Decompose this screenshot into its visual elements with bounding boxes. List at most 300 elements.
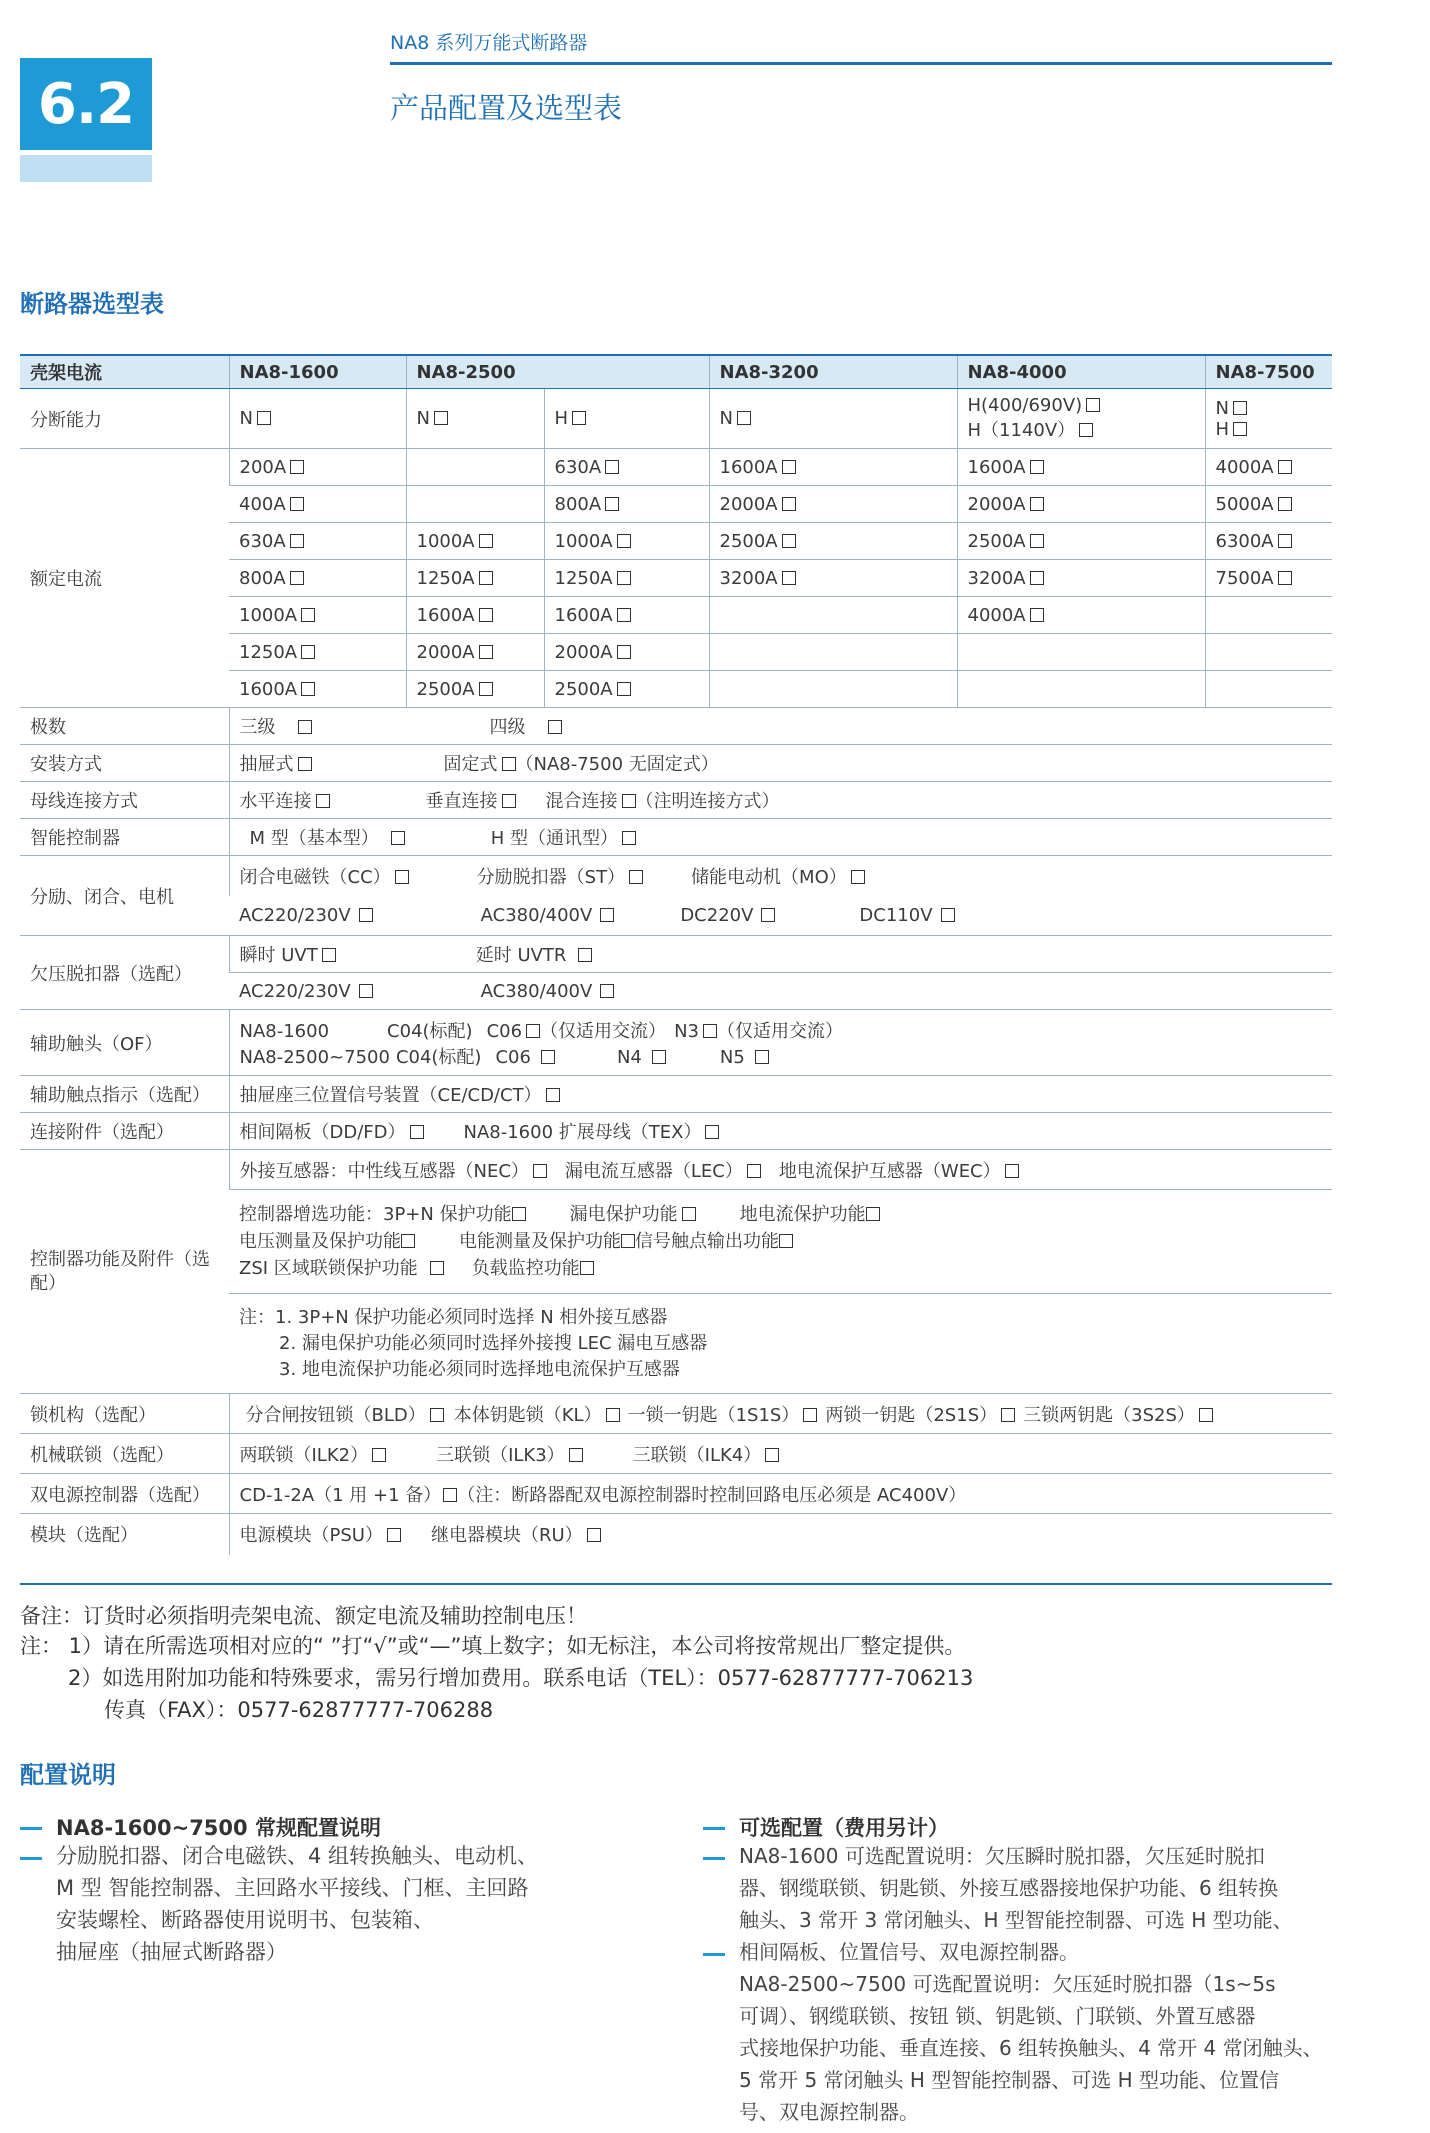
row-label: 连接附件（选配） xyxy=(20,1113,229,1150)
cell-empty xyxy=(709,597,957,634)
cell xyxy=(709,486,957,523)
header-na8-3200: NA8-3200 xyxy=(709,355,957,389)
checkbox[interactable] xyxy=(1030,608,1044,622)
cell xyxy=(229,856,1332,896)
checkbox[interactable] xyxy=(298,720,312,734)
table-row-dual-power xyxy=(20,1474,1332,1514)
cell xyxy=(229,560,406,597)
option-label: 200A xyxy=(239,456,287,478)
config-right-body xyxy=(739,1840,1323,2128)
checkbox[interactable] xyxy=(316,794,330,808)
checkbox[interactable] xyxy=(782,497,796,511)
header-rule xyxy=(390,62,1332,65)
cell-empty xyxy=(1205,597,1332,634)
cell-empty xyxy=(406,486,544,523)
option-label: 三锁两钥匙（3S2S） xyxy=(1023,1404,1195,1426)
checkbox[interactable] xyxy=(526,1024,540,1038)
option-label: 7500A xyxy=(1215,567,1274,589)
option-label: C04(标配) xyxy=(387,1020,473,1042)
table-row-rated xyxy=(20,449,1332,486)
checkbox[interactable] xyxy=(851,870,865,884)
option-label: 5000A xyxy=(1215,493,1274,515)
table-row-ctrlfn-ext xyxy=(20,1150,1332,1190)
checkbox[interactable] xyxy=(290,497,304,511)
option-label: 1000A xyxy=(416,530,475,552)
cell xyxy=(229,1294,1332,1394)
cell xyxy=(709,523,957,560)
option-label: 2500A xyxy=(554,678,613,700)
checkbox[interactable] xyxy=(652,1050,666,1064)
config-left-line: 抽屉座（抽屉式断路器） xyxy=(56,1940,287,1964)
checkbox[interactable] xyxy=(1278,460,1292,474)
option-label: 两锁一钥匙（2S1S） xyxy=(825,1404,998,1426)
cell-empty xyxy=(957,634,1205,671)
option-label: 630A xyxy=(554,456,602,478)
cell xyxy=(229,1514,1332,1555)
header-na8-1600: NA8-1600 xyxy=(229,355,406,389)
checkbox[interactable] xyxy=(301,608,315,622)
table-row-controller xyxy=(20,819,1332,856)
checkbox[interactable] xyxy=(761,908,775,922)
checkbox[interactable] xyxy=(512,1207,526,1221)
config-right-line: 式接地保护功能、垂直连接、6 组转换触头、4 常开 4 常闭触头、 xyxy=(739,2036,1323,2060)
option-label: 6300A xyxy=(1215,530,1274,552)
option-label: N xyxy=(416,408,430,429)
option-label: AC220/230V xyxy=(239,904,351,926)
checkbox[interactable] xyxy=(1030,460,1044,474)
row-label: 安装方式 xyxy=(20,745,229,782)
option-label: 延时 UVTR xyxy=(475,945,567,966)
checkbox[interactable] xyxy=(1005,1164,1019,1178)
checkbox[interactable] xyxy=(301,645,315,659)
table-row-connection xyxy=(20,1113,1332,1150)
row-label: 母线连接方式 xyxy=(20,782,229,819)
bullet-dash xyxy=(703,1827,725,1830)
option-label: AC220/230V xyxy=(239,980,351,1002)
checkbox[interactable] xyxy=(621,1234,635,1248)
option-label: N xyxy=(1215,397,1229,419)
cell xyxy=(406,634,544,671)
checkbox[interactable] xyxy=(359,984,373,998)
checkbox[interactable] xyxy=(622,831,636,845)
row-label: 欠压脱扣器（选配） xyxy=(20,936,229,1010)
cell xyxy=(229,523,406,560)
cell xyxy=(229,1434,1332,1474)
option-label: 800A xyxy=(239,567,286,589)
note-fax: 传真（FAX）：0577-62877777-706288 xyxy=(104,1698,494,1722)
checkbox[interactable] xyxy=(578,948,592,962)
checkbox[interactable] xyxy=(322,948,336,962)
option-label: H(400/690V) xyxy=(967,395,1083,416)
option-label: 1600A xyxy=(719,456,778,478)
checkbox[interactable] xyxy=(755,1050,769,1064)
header-na8-7500: NA8-7500 xyxy=(1205,355,1332,389)
checkbox[interactable] xyxy=(430,1408,444,1422)
checkbox[interactable] xyxy=(606,1408,620,1422)
row-label: 分励、闭合、电机 xyxy=(20,856,229,936)
checkbox[interactable] xyxy=(705,1125,719,1139)
option-label: H（1140V） xyxy=(967,420,1076,441)
option-label: 外接互感器：中性线互感器（NEC） xyxy=(239,1160,529,1182)
header-na8-4000: NA8-4000 xyxy=(957,355,1205,389)
option-label: 1000A xyxy=(239,604,298,626)
row-label: 极数 xyxy=(20,708,229,745)
cell xyxy=(957,523,1205,560)
option-label: 本体钥匙锁（KL） xyxy=(453,1404,602,1426)
fn-note-3: 3. 地电流保护功能必须同时选择地电流保护互感器 xyxy=(279,1358,680,1380)
cell xyxy=(229,973,1332,1010)
config-left-body xyxy=(56,1840,538,1968)
cell xyxy=(544,449,709,486)
checkbox[interactable] xyxy=(479,534,493,548)
checkbox[interactable] xyxy=(290,460,304,474)
option-note: （注明连接方式） xyxy=(635,791,780,812)
cell xyxy=(229,597,406,634)
config-left-line: M 型 智能控制器、主回路水平接线、门框、主回路 xyxy=(56,1876,529,1900)
config-left-line: 安装螺栓、断路器使用说明书、包装箱、 xyxy=(56,1908,434,1932)
cell xyxy=(957,560,1205,597)
fn-note-2: 2. 漏电保护功能必须同时选择外接搜 LEC 漏电互感器 xyxy=(279,1332,708,1354)
checkbox[interactable] xyxy=(395,870,409,884)
checkbox[interactable] xyxy=(298,757,312,771)
option-label: 继电器模块（RU） xyxy=(430,1525,583,1547)
checkbox[interactable] xyxy=(600,908,614,922)
option-label: 1600A xyxy=(554,604,613,626)
option-label: 2000A xyxy=(719,493,778,515)
config-right-line: 5 常开 5 常闭触头 H 型智能控制器、可选 H 型功能、位置信 xyxy=(739,2068,1280,2092)
checkbox[interactable] xyxy=(1030,571,1044,585)
checkbox[interactable] xyxy=(765,1448,779,1462)
option-label: 一锁一钥匙（1S1S） xyxy=(627,1404,800,1426)
checkbox[interactable] xyxy=(1233,401,1247,415)
checkbox[interactable] xyxy=(1079,423,1093,437)
option-label: 1250A xyxy=(554,567,613,589)
checkbox[interactable] xyxy=(941,908,955,922)
cell xyxy=(229,1150,1332,1190)
option-label: 两联锁（ILK2） xyxy=(239,1444,369,1466)
option-label: AC380/400V xyxy=(480,980,593,1002)
checkbox[interactable] xyxy=(387,1528,401,1542)
checkbox[interactable] xyxy=(1278,571,1292,585)
checkbox[interactable] xyxy=(782,571,796,585)
checkbox[interactable] xyxy=(572,411,586,425)
cell xyxy=(229,936,1332,973)
checkbox[interactable] xyxy=(479,682,493,696)
option-label: 400A xyxy=(239,493,286,515)
checkbox[interactable] xyxy=(629,870,643,884)
option-label: 1600A xyxy=(239,678,298,700)
checkbox[interactable] xyxy=(479,571,493,585)
option-label: 3200A xyxy=(719,567,778,589)
table-header-row xyxy=(20,355,1332,389)
option-label: NA8-2500~7500 xyxy=(239,1046,390,1068)
cell xyxy=(229,1474,1332,1514)
checkbox[interactable] xyxy=(1278,534,1292,548)
checkbox[interactable] xyxy=(782,460,796,474)
aux-line-2 xyxy=(240,1043,1323,1069)
option-label: C04(标配) xyxy=(395,1046,482,1068)
table-row-aux-indicator xyxy=(20,1076,1332,1113)
checkbox[interactable] xyxy=(257,411,271,425)
checkbox[interactable] xyxy=(430,1261,444,1275)
cell xyxy=(229,708,1332,745)
checkbox[interactable] xyxy=(605,460,619,474)
checkbox[interactable] xyxy=(747,1164,761,1178)
checkbox[interactable] xyxy=(587,1528,601,1542)
row-label: 智能控制器 xyxy=(20,819,229,856)
checkbox[interactable] xyxy=(410,1125,424,1139)
option-label: 电源模块（PSU） xyxy=(239,1525,383,1547)
option-label: 2500A xyxy=(967,530,1026,552)
cell xyxy=(709,560,957,597)
section-badge xyxy=(20,58,152,182)
cell xyxy=(709,449,957,486)
checkbox[interactable] xyxy=(682,1207,696,1221)
cell-empty xyxy=(406,449,544,486)
table-row-breaking xyxy=(20,389,1332,449)
option-label: 地电流保护功能 xyxy=(739,1204,866,1225)
option-label: N xyxy=(719,408,733,429)
row-label: 辅助触头（OF） xyxy=(20,1010,229,1076)
option-label: 三联锁（ILK3） xyxy=(436,1444,565,1466)
option-label: H xyxy=(1215,418,1230,440)
option-label: DC220V xyxy=(680,904,754,926)
cell xyxy=(957,449,1205,486)
cell xyxy=(1205,560,1332,597)
checkbox[interactable] xyxy=(600,984,614,998)
bullet-dash xyxy=(20,1827,42,1830)
fn-line-1 xyxy=(239,1201,1322,1228)
checkbox[interactable] xyxy=(301,682,315,696)
cell xyxy=(544,671,709,708)
table-row-uv xyxy=(20,936,1332,973)
option-label: 混合连接 xyxy=(545,791,618,812)
cell xyxy=(544,486,709,523)
option-label: N3 xyxy=(674,1020,699,1042)
checkbox[interactable] xyxy=(866,1207,880,1221)
row-label: 机械联锁（选配） xyxy=(20,1434,229,1474)
checkbox[interactable] xyxy=(1199,1408,1213,1422)
page-title: 产品配置及选型表 xyxy=(390,91,623,125)
cell xyxy=(229,896,1332,936)
fn-line-3 xyxy=(239,1255,1322,1282)
cell xyxy=(544,597,709,634)
option-label: 2000A xyxy=(967,493,1026,515)
checkbox[interactable] xyxy=(502,757,516,771)
checkbox[interactable] xyxy=(443,1488,457,1502)
cell xyxy=(229,782,1332,819)
checkbox[interactable] xyxy=(703,1024,717,1038)
section-number: 6.2 xyxy=(20,58,152,150)
option-label: 垂直连接 xyxy=(425,791,498,812)
cell xyxy=(1205,389,1332,449)
cell-empty xyxy=(709,671,957,708)
config-right-line: 可调）、钢缆联锁、按钮 锁、钥匙锁、门联锁、外置互感器 xyxy=(739,2004,1256,2028)
table-row-module xyxy=(20,1514,1332,1555)
cell xyxy=(229,1076,1332,1113)
series-title: NA8 系列万能式断路器 xyxy=(390,32,588,54)
checkbox[interactable] xyxy=(401,1234,415,1248)
checkbox[interactable] xyxy=(779,1234,793,1248)
option-label: 电能测量及保护功能 xyxy=(459,1231,621,1252)
cell xyxy=(957,486,1205,523)
checkbox[interactable] xyxy=(359,908,373,922)
option-label: 相间隔板（DD/FD） xyxy=(239,1122,406,1143)
checkbox[interactable] xyxy=(434,411,448,425)
checkbox[interactable] xyxy=(479,608,493,622)
table-row-aux xyxy=(20,1010,1332,1076)
config-left-heading: NA8-1600~7500 常规配置说明 xyxy=(56,1816,381,1840)
option-label: 水平连接 xyxy=(239,791,312,812)
checkbox[interactable] xyxy=(617,682,631,696)
option-label: DC110V xyxy=(859,904,933,926)
option-note: （注：断路器配双电源控制器时控制回路电压必须是 AC400V） xyxy=(457,1484,967,1506)
option-label: 信号触点输出功能 xyxy=(635,1231,779,1252)
cell xyxy=(957,389,1205,449)
option-label: N5 xyxy=(719,1046,745,1068)
config-title: 配置说明 xyxy=(20,1761,116,1789)
option-label: 4000A xyxy=(967,604,1026,626)
option-label: 抽屉式 xyxy=(239,754,294,775)
note-1: 注： 1）请在所需选项相对应的“ ”打“√”或“—”填上数字；如无标注，本公司将按常规出厂整定提供。 xyxy=(20,1634,966,1658)
checkbox[interactable] xyxy=(782,534,796,548)
config-right-line: 触头、3 常开 3 常闭触头、H 型智能控制器、可选 H 型功能、 xyxy=(739,1908,1293,1932)
option-label: 地电流保护互感器（WEC） xyxy=(778,1160,1001,1182)
badge-strip xyxy=(20,155,152,182)
option-label: 电压测量及保护功能 xyxy=(239,1231,401,1252)
cell xyxy=(229,1010,1332,1076)
checkbox[interactable] xyxy=(605,497,619,511)
cell xyxy=(406,389,544,449)
checkbox[interactable] xyxy=(617,534,631,548)
cell xyxy=(544,389,709,449)
cell xyxy=(229,1190,1332,1294)
row-label: 额定电流 xyxy=(20,449,229,708)
checkbox[interactable] xyxy=(290,534,304,548)
option-label: N4 xyxy=(616,1046,642,1068)
cell xyxy=(406,523,544,560)
cell xyxy=(229,634,406,671)
header-na8-2500: NA8-2500 xyxy=(406,355,709,389)
checkbox[interactable] xyxy=(617,645,631,659)
option-note: （仅适用交流） xyxy=(716,1020,843,1042)
table-row-lock xyxy=(20,1394,1332,1434)
cell xyxy=(229,486,406,523)
option-label: N xyxy=(239,408,253,429)
row-label: 双电源控制器（选配） xyxy=(20,1474,229,1514)
cell xyxy=(1205,486,1332,523)
option-label: 630A xyxy=(239,530,286,552)
cell xyxy=(957,597,1205,634)
option-label: NA8-1600 xyxy=(239,1020,330,1042)
cell-empty xyxy=(957,671,1205,708)
cell-empty xyxy=(1205,634,1332,671)
checkbox[interactable] xyxy=(546,1088,560,1102)
checkbox[interactable] xyxy=(391,831,405,845)
table-row-interlock xyxy=(20,1434,1332,1474)
option-label: 4000A xyxy=(1215,456,1274,478)
cell xyxy=(229,1113,1332,1150)
table-row-poles xyxy=(20,708,1332,745)
order-remark: 备注：订货时必须指明壳架电流、额定电流及辅助控制电压！ xyxy=(20,1604,587,1628)
cell xyxy=(229,745,1332,782)
option-label: 储能电动机（MO） xyxy=(691,866,847,888)
option-label: 1600A xyxy=(416,604,475,626)
cell xyxy=(544,523,709,560)
cell xyxy=(544,634,709,671)
checkbox[interactable] xyxy=(1233,422,1247,436)
option-label: 1000A xyxy=(554,530,613,552)
row-label: 模块（选配） xyxy=(30,1525,138,1547)
checkbox[interactable] xyxy=(617,571,631,585)
fn-line-2 xyxy=(239,1228,1322,1255)
option-label: 固定式 xyxy=(443,754,498,775)
config-right-line: 号、双电源控制器。 xyxy=(739,2100,919,2124)
checkbox[interactable] xyxy=(479,645,493,659)
table-row-bus xyxy=(20,782,1332,819)
option-label: 分合闸按钮锁（BLD） xyxy=(245,1404,426,1426)
checkbox[interactable] xyxy=(1086,398,1100,412)
cell xyxy=(1205,523,1332,560)
option-label: C06 xyxy=(486,1020,523,1042)
table-row-shunt xyxy=(20,856,1332,896)
cell xyxy=(406,597,544,634)
cell-empty xyxy=(1205,671,1332,708)
note-2: 2）如选用附加功能和特殊要求，需另行增加费用。联系电话（TEL）：0577-62877777-706213 xyxy=(68,1666,974,1690)
checkbox[interactable] xyxy=(803,1408,817,1422)
checkbox[interactable] xyxy=(533,1164,547,1178)
checkbox[interactable] xyxy=(737,411,751,425)
cell xyxy=(709,389,957,449)
checkbox[interactable] xyxy=(290,571,304,585)
cell xyxy=(229,389,406,449)
option-label: M 型（基本型） xyxy=(249,828,379,849)
option-label: 控制器增选功能：3P+N 保护功能 xyxy=(239,1204,512,1225)
checkbox[interactable] xyxy=(372,1448,386,1462)
cell xyxy=(229,819,1332,856)
checkbox[interactable] xyxy=(1030,534,1044,548)
option-label: ZSI 区域联锁保护功能 xyxy=(239,1258,418,1279)
option-label: 漏电保护功能 xyxy=(569,1204,678,1225)
cell xyxy=(229,449,406,486)
row-label: 锁机构（选配） xyxy=(20,1394,229,1434)
checkbox[interactable] xyxy=(1001,1408,1015,1422)
checkbox[interactable] xyxy=(617,608,631,622)
table-bottom-rule xyxy=(20,1583,1332,1585)
checkbox[interactable] xyxy=(1278,497,1292,511)
checkbox[interactable] xyxy=(622,794,636,808)
option-label: 2000A xyxy=(416,641,475,663)
option-label: 3200A xyxy=(967,567,1026,589)
checkbox[interactable] xyxy=(1030,497,1044,511)
option-note: （NA8-7500 无固定式） xyxy=(515,754,719,775)
config-right-line: 相间隔板、位置信号、双电源控制器。 xyxy=(739,1940,1079,1964)
option-label: 抽屉座三位置信号装置（CE/CD/CT） xyxy=(239,1085,542,1106)
option-label: 漏电流互感器（LEC） xyxy=(564,1160,743,1182)
checkbox[interactable] xyxy=(569,1448,583,1462)
bullet-dash xyxy=(703,1953,725,1956)
checkbox[interactable] xyxy=(502,794,516,808)
checkbox[interactable] xyxy=(580,1261,594,1275)
option-label: H xyxy=(554,408,569,429)
checkbox[interactable] xyxy=(548,720,562,734)
selection-table xyxy=(20,354,1332,1555)
option-label: 2500A xyxy=(416,678,475,700)
option-label: 1600A xyxy=(967,456,1026,478)
checkbox[interactable] xyxy=(541,1050,555,1064)
option-note: （仅适用交流） xyxy=(540,1020,667,1042)
option-label: 2500A xyxy=(719,530,778,552)
